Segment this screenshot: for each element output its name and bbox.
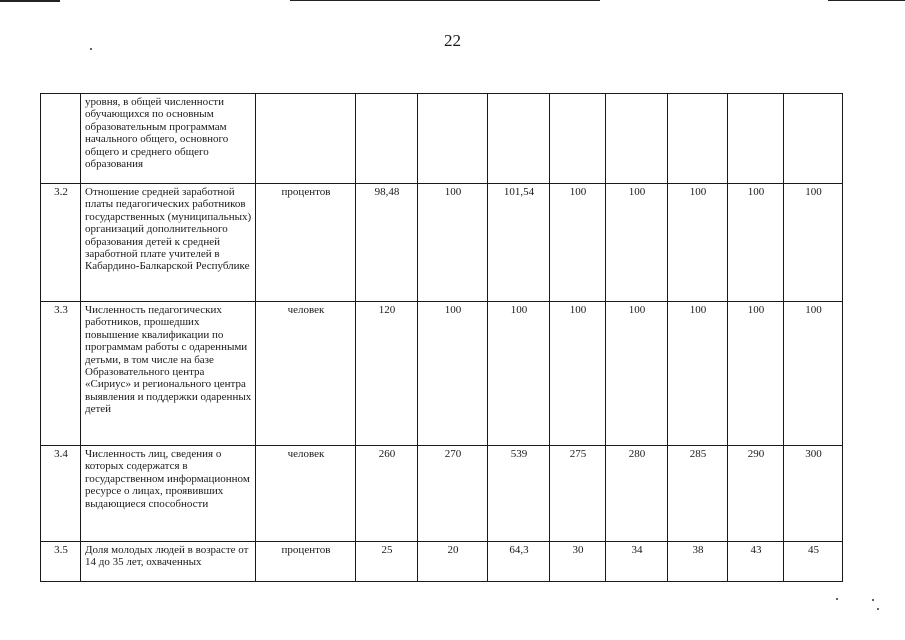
value-cell: 290	[728, 446, 784, 542]
table-row	[41, 94, 843, 184]
value-cell	[784, 94, 843, 184]
unit-cell: процентов	[256, 184, 356, 302]
value-cell: 100	[606, 184, 668, 302]
value-cell	[728, 94, 784, 184]
value-cell: 120	[356, 302, 418, 446]
value-cell: 100	[550, 302, 606, 446]
value-cell: 45	[784, 542, 843, 582]
value-cell: 100	[418, 302, 488, 446]
scan-line-right	[828, 0, 905, 1]
scan-line-left	[0, 0, 60, 2]
value-cell	[418, 94, 488, 184]
value-cell	[606, 94, 668, 184]
unit-cell	[256, 94, 356, 184]
value-cell: 38	[668, 542, 728, 582]
value-cell: 100	[488, 302, 550, 446]
value-cell: 25	[356, 542, 418, 582]
value-cell: 20	[418, 542, 488, 582]
scan-line-middle	[290, 0, 600, 1]
value-cell: 43	[728, 542, 784, 582]
row-number-cell: 3.4	[41, 446, 81, 542]
value-cell: 30	[550, 542, 606, 582]
row-number-cell	[41, 94, 81, 184]
value-cell: 34	[606, 542, 668, 582]
value-cell: 101,54	[488, 184, 550, 302]
indicator-text-cell: Численность педагогических работников, прошедших повышение квалификации по программам работы с одаренными детьми, в том числе на базе Образовательного центра «Сириус» и регионального центра выявления и поддержки одаренных детей	[81, 302, 256, 446]
value-cell	[550, 94, 606, 184]
indicator-text-cell: Отношение средней заработной платы педагогических работников государственных (муниципальных) организаций дополнительного образования детей к средней заработной плате учителей в Кабардино-Балкарской Республике	[81, 184, 256, 302]
scan-speck	[836, 598, 838, 600]
value-cell	[356, 94, 418, 184]
value-cell: 100	[418, 184, 488, 302]
value-cell: 98,48	[356, 184, 418, 302]
value-cell: 100	[668, 184, 728, 302]
value-cell: 260	[356, 446, 418, 542]
unit-cell: человек	[256, 302, 356, 446]
indicator-text-cell: Доля молодых людей в возрасте от 14 до 35 лет, охваченных	[81, 542, 256, 582]
value-cell: 100	[550, 184, 606, 302]
value-cell	[488, 94, 550, 184]
scan-speck	[872, 599, 874, 601]
value-cell: 300	[784, 446, 843, 542]
value-cell: 100	[784, 184, 843, 302]
table-row	[41, 302, 843, 446]
value-cell: 100	[728, 184, 784, 302]
value-cell: 285	[668, 446, 728, 542]
value-cell	[668, 94, 728, 184]
value-cell: 280	[606, 446, 668, 542]
table-row	[41, 542, 843, 582]
value-cell: 275	[550, 446, 606, 542]
value-cell: 100	[668, 302, 728, 446]
indicator-text-cell: уровня, в общей численности обучающихся по основным образовательным программам начального общего, основного общего и среднего общего образования	[81, 94, 256, 184]
unit-cell: человек	[256, 446, 356, 542]
value-cell: 539	[488, 446, 550, 542]
value-cell: 100	[784, 302, 843, 446]
table-row	[41, 184, 843, 302]
scan-speck	[877, 608, 879, 610]
indicator-text-cell: Численность лиц, сведения о которых содержатся в государственном информационном ресурсе о лицах, проявивших выдающиеся способности	[81, 446, 256, 542]
row-number-cell: 3.2	[41, 184, 81, 302]
value-cell: 100	[606, 302, 668, 446]
page-number: 22	[444, 31, 461, 50]
unit-cell: процентов	[256, 542, 356, 582]
value-cell: 64,3	[488, 542, 550, 582]
value-cell: 270	[418, 446, 488, 542]
value-cell: 100	[728, 302, 784, 446]
table-row	[41, 446, 843, 542]
indicators-table	[40, 93, 843, 582]
row-number-cell: 3.5	[41, 542, 81, 582]
row-number-cell: 3.3	[41, 302, 81, 446]
